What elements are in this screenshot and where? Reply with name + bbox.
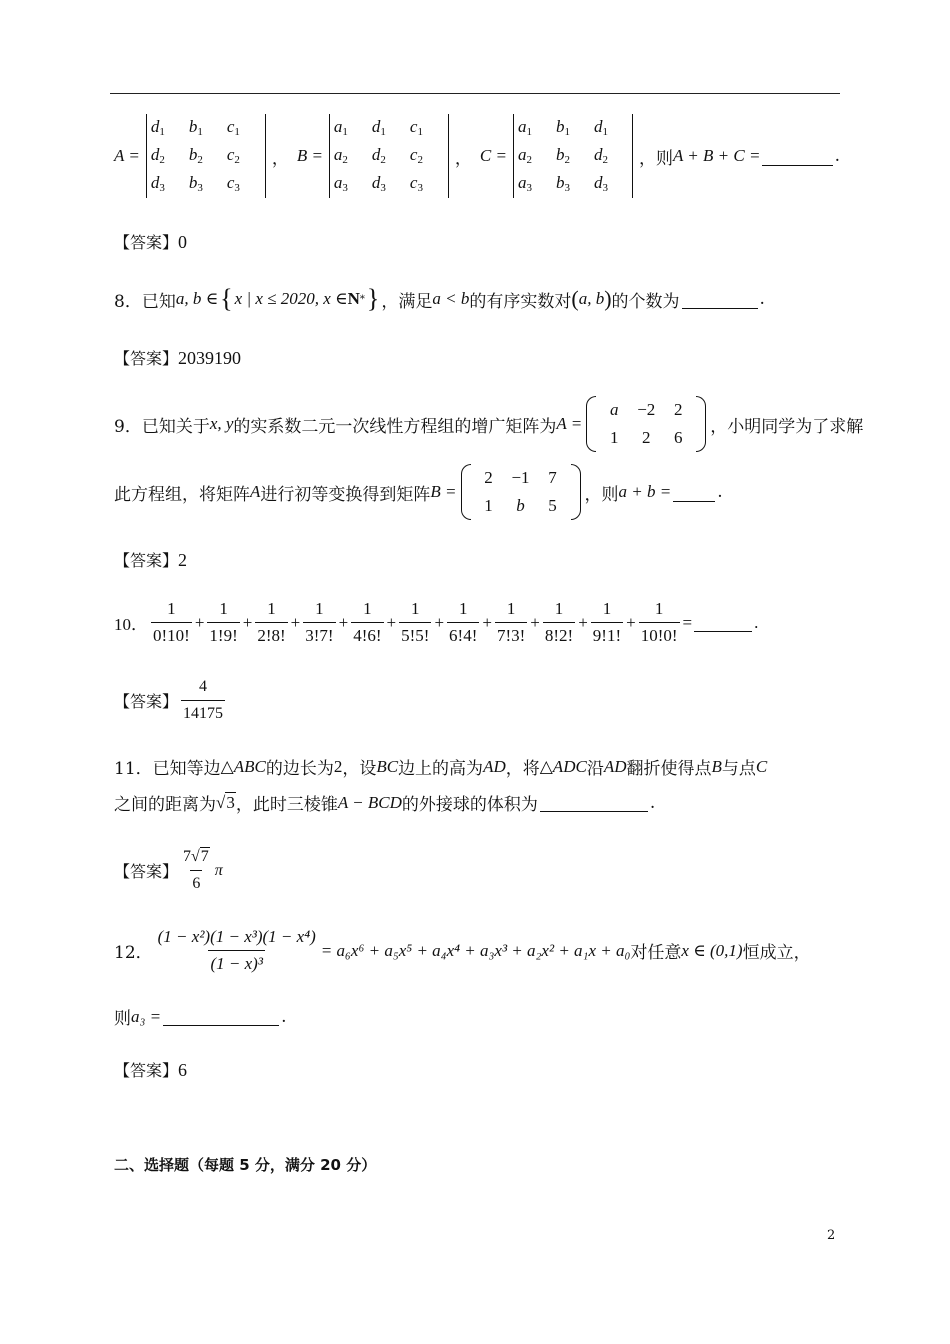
condition: a < b	[432, 289, 470, 308]
denominator: 8!2!	[543, 622, 575, 647]
star-superscript: *	[359, 293, 365, 305]
text: 的外接球的体积为	[401, 795, 538, 815]
det-entry: $d_3$	[150, 173, 165, 194]
det-b-label: B =	[296, 146, 323, 165]
plus-sign: +	[386, 612, 397, 632]
text: 与点	[721, 759, 756, 779]
tetrahedron: A − BCD	[337, 792, 402, 812]
matrix-entry: 6	[673, 428, 683, 447]
period: .	[281, 1006, 287, 1027]
plus-sign: +	[194, 612, 205, 632]
question-12-line2	[114, 1004, 840, 1029]
det-c-label: C =	[479, 146, 507, 165]
denominator: 7!3!	[495, 622, 527, 647]
numerator: 1	[602, 599, 612, 618]
det-entry: $d_1$	[150, 117, 165, 138]
text: 边上的高为	[398, 759, 484, 779]
det-entry: $a_2$	[517, 145, 532, 166]
matrix-b-label: B =	[430, 482, 457, 501]
plus-sign: +	[482, 612, 492, 632]
numerator: 1	[458, 599, 468, 618]
text: 翻折使得点	[626, 759, 712, 779]
determinant-c	[513, 114, 633, 198]
answer-blank[interactable]	[673, 483, 715, 502]
det-entry: $b_1$	[555, 117, 570, 138]
det-entry: $d_2$	[371, 145, 386, 166]
question-9-line2	[114, 464, 840, 520]
plus-sign: +	[626, 612, 636, 632]
plus-sign: +	[530, 612, 540, 632]
text: 沿	[586, 759, 604, 779]
det-entry: $a_3$	[333, 173, 348, 194]
numerator: 1	[167, 599, 176, 618]
text: 之间的距离为	[114, 795, 216, 815]
ordered-pair: a, b	[578, 289, 605, 308]
numerator: 1	[219, 599, 228, 618]
text: ，小明同学为了求解	[710, 416, 864, 437]
numerator: 1	[315, 599, 324, 618]
answer-value: 2039190	[178, 348, 242, 368]
text: 9．已知关于	[114, 416, 210, 437]
denominator: 10!0!	[639, 622, 680, 647]
det-entry: $b_1$	[188, 117, 203, 138]
text: 的有序实数对	[469, 291, 572, 312]
text: 此方程组，将矩阵	[114, 484, 250, 505]
polynomial: = a₆x⁶ + a₅x⁵ + a₄x⁴ + a₃x³ + a₂x² + a₁x + a₀	[320, 940, 631, 960]
text: ，将	[505, 759, 540, 779]
text: 对任意	[630, 943, 682, 963]
det-entry: $c_2$	[226, 145, 240, 166]
variables: x, y	[209, 414, 234, 433]
factorial-fraction	[639, 598, 680, 647]
factorial-fraction	[207, 598, 239, 647]
answer-blank[interactable]	[694, 613, 752, 632]
answer-value: 6	[178, 1060, 188, 1080]
answer-fraction: $\frac{7√7}{6}$	[181, 846, 212, 895]
point-c: C	[755, 756, 768, 776]
sqrt-value: 3	[226, 793, 235, 812]
det-entry: $b_3$	[555, 173, 570, 194]
variables: a, b ∈	[175, 289, 219, 308]
question-9	[114, 396, 864, 452]
denominator: 2!8!	[255, 622, 287, 647]
factorial-fraction	[591, 598, 623, 647]
sum-expression: A + B + C =	[672, 146, 761, 165]
text: ，则	[584, 484, 619, 505]
pi-symbol: π	[214, 861, 223, 879]
answer-blank[interactable]	[540, 793, 648, 812]
det-entry: $d_2$	[150, 145, 165, 166]
question-7	[114, 114, 840, 198]
question-12	[114, 926, 840, 975]
question-10	[114, 598, 840, 647]
factorial-fraction	[447, 598, 479, 647]
answer-label: 【答案】	[114, 1061, 179, 1080]
factorial-fraction	[543, 598, 575, 647]
factorial-fraction	[303, 598, 335, 647]
text: 的个数为	[611, 291, 680, 312]
coefficient: 7	[183, 848, 192, 865]
answer-blank[interactable]	[762, 147, 832, 166]
det-entry: $d_3$	[371, 173, 386, 194]
text: 进行初等变换得到矩阵	[260, 484, 431, 505]
denominator: 14175	[181, 700, 225, 725]
question-8: 8．已知 a, b ∈ { x | x ≤ 2020, x ∈ N * } ，满足 a < b 的有序实数对 ( a, b ) 的个数为 .	[114, 284, 765, 313]
det-entry: $a_1$	[517, 117, 532, 138]
denominator: 9!1!	[591, 622, 623, 647]
det-entry: $c_3$	[226, 173, 240, 194]
text: 恒成立，	[742, 943, 811, 963]
det-entry: $a_2$	[333, 145, 348, 166]
comma: ，	[454, 148, 472, 169]
equals-sign: =	[682, 612, 693, 632]
answer-9	[114, 548, 840, 571]
matrix-name: A	[250, 482, 261, 501]
radicand: 7	[200, 848, 209, 865]
triangle-adc: △ADC	[539, 756, 587, 776]
plus-sign: +	[434, 612, 445, 632]
matrix-a	[586, 396, 706, 452]
matrix-entry: 2	[484, 468, 493, 487]
question-11-line2: 之间的距离为 √ 3 ，此时三棱锥 A − BCD 的外接球的体积为 .	[114, 790, 840, 815]
period: .	[754, 612, 759, 632]
matrix-entry: b	[516, 496, 525, 515]
det-entry: $c_1$	[409, 117, 423, 138]
answer-fraction	[181, 676, 225, 725]
denominator: 0!10!	[151, 622, 192, 647]
answer-label: 【答案】	[114, 233, 179, 252]
lhs-fraction	[156, 926, 318, 975]
text: ，满足	[381, 291, 433, 312]
text: ，此时三棱锥	[235, 795, 338, 815]
numerator: 4	[199, 678, 208, 695]
segment-ad: AD	[483, 756, 506, 776]
det-entry: $c_3$	[409, 173, 423, 194]
numerator: 1	[554, 599, 564, 618]
det-entry: $b_3$	[188, 173, 203, 194]
denominator: 6!4!	[447, 622, 479, 647]
det-entry: $a_3$	[517, 173, 532, 194]
matrix-a-label: A =	[556, 414, 583, 433]
text: 11．已知等边	[114, 759, 221, 779]
denominator: 5!5!	[399, 622, 431, 647]
numerator: 1	[654, 599, 664, 618]
period: .	[759, 289, 765, 309]
plus-sign: +	[338, 612, 349, 632]
answer-blank[interactable]	[163, 1007, 279, 1026]
matrix-entry: 1	[609, 428, 619, 447]
determinant-b	[329, 114, 449, 198]
numerator: 1	[363, 599, 372, 618]
matrix-entry: 5	[548, 496, 557, 515]
triangle-abc: △ABC	[220, 756, 266, 776]
segment-bc: BC	[376, 756, 399, 776]
denominator: 6	[190, 870, 202, 895]
det-a-label: A =	[114, 146, 140, 165]
text: ，设	[342, 759, 377, 779]
question-number: 12．	[114, 943, 153, 963]
section-2-heading	[114, 1154, 840, 1175]
matrix-entry: a	[609, 400, 619, 419]
det-entry: $b_2$	[555, 145, 570, 166]
numerator: (1 − x²)(1 − x³)(1 − x⁴)	[157, 927, 316, 946]
matrix-entry: −1	[511, 468, 530, 487]
matrix-b	[461, 464, 581, 520]
naturals-symbol: N	[347, 289, 360, 308]
factorial-fraction	[495, 598, 527, 647]
det-entry: $d_2$	[593, 145, 608, 166]
denominator: 3!7!	[303, 622, 335, 647]
numerator: 1	[506, 599, 516, 618]
answer-10	[114, 676, 840, 725]
domain-condition: x ∈ (0,1)	[681, 940, 743, 960]
answer-8	[114, 346, 840, 369]
matrix-entry: −2	[637, 400, 656, 419]
plus-sign: +	[578, 612, 588, 632]
plus-sign: +	[242, 612, 253, 632]
question-number: 8．已知	[114, 291, 176, 312]
period: .	[717, 482, 723, 502]
question-number: 10．	[114, 615, 148, 634]
det-entry: $b_2$	[188, 145, 203, 166]
answer-7	[114, 230, 840, 253]
answer-value: 0	[178, 232, 188, 252]
determinant-a	[146, 114, 266, 198]
det-entry: $d_3$	[593, 173, 608, 194]
page-number: 2	[827, 1228, 836, 1243]
denominator: (1 − x)³	[208, 950, 264, 975]
section-title: 二、选择题（每题 5 分，满分 20 分）	[114, 1156, 377, 1174]
answer-label: 【答案】	[114, 349, 179, 368]
set-builder: x | x ≤ 2020, x ∈	[234, 289, 348, 308]
numerator: 1	[411, 599, 420, 618]
factorial-fraction	[151, 598, 192, 647]
det-entry: $d_1$	[371, 117, 386, 138]
factorial-fraction	[351, 598, 383, 647]
det-entry: $a_1$	[333, 117, 348, 138]
period: .	[834, 146, 840, 166]
plus-sign: +	[290, 612, 301, 632]
det-entry: $d_1$	[593, 117, 608, 138]
text: 的边长为	[265, 759, 334, 779]
text: 的实系数二元一次线性方程组的增广矩阵为	[233, 416, 557, 437]
answer-label: 【答案】	[114, 862, 179, 881]
factorial-fraction	[399, 598, 431, 647]
point-b: B	[711, 756, 722, 776]
segment-ad: AD	[603, 756, 627, 776]
det-entry: $c_2$	[409, 145, 423, 166]
matrix-entry: 7	[548, 468, 557, 487]
answer-label: 【答案】	[114, 692, 179, 711]
answer-12	[114, 1058, 840, 1081]
matrix-entry: 2	[641, 428, 651, 447]
denominator: 4!6!	[351, 622, 383, 647]
coefficient-a3: a₃ =	[131, 1006, 162, 1026]
det-entry: $c_1$	[226, 117, 240, 138]
side-length: 2	[333, 756, 343, 776]
factorial-fraction	[255, 598, 287, 647]
answer-11	[114, 846, 840, 895]
matrix-entry: 1	[484, 496, 493, 515]
then-text: ，则	[638, 148, 673, 169]
numerator: 1	[267, 599, 276, 618]
question-11	[114, 754, 840, 779]
answer-label: 【答案】	[114, 551, 179, 570]
expression: a + b =	[618, 482, 672, 501]
denominator: 1!9!	[207, 622, 239, 647]
period: .	[649, 792, 656, 813]
text: 则	[114, 1009, 131, 1029]
answer-blank[interactable]	[682, 290, 758, 309]
matrix-entry: 2	[673, 400, 683, 419]
answer-value: 2	[178, 550, 188, 570]
header-rule	[110, 93, 840, 94]
comma: ，	[271, 148, 289, 169]
